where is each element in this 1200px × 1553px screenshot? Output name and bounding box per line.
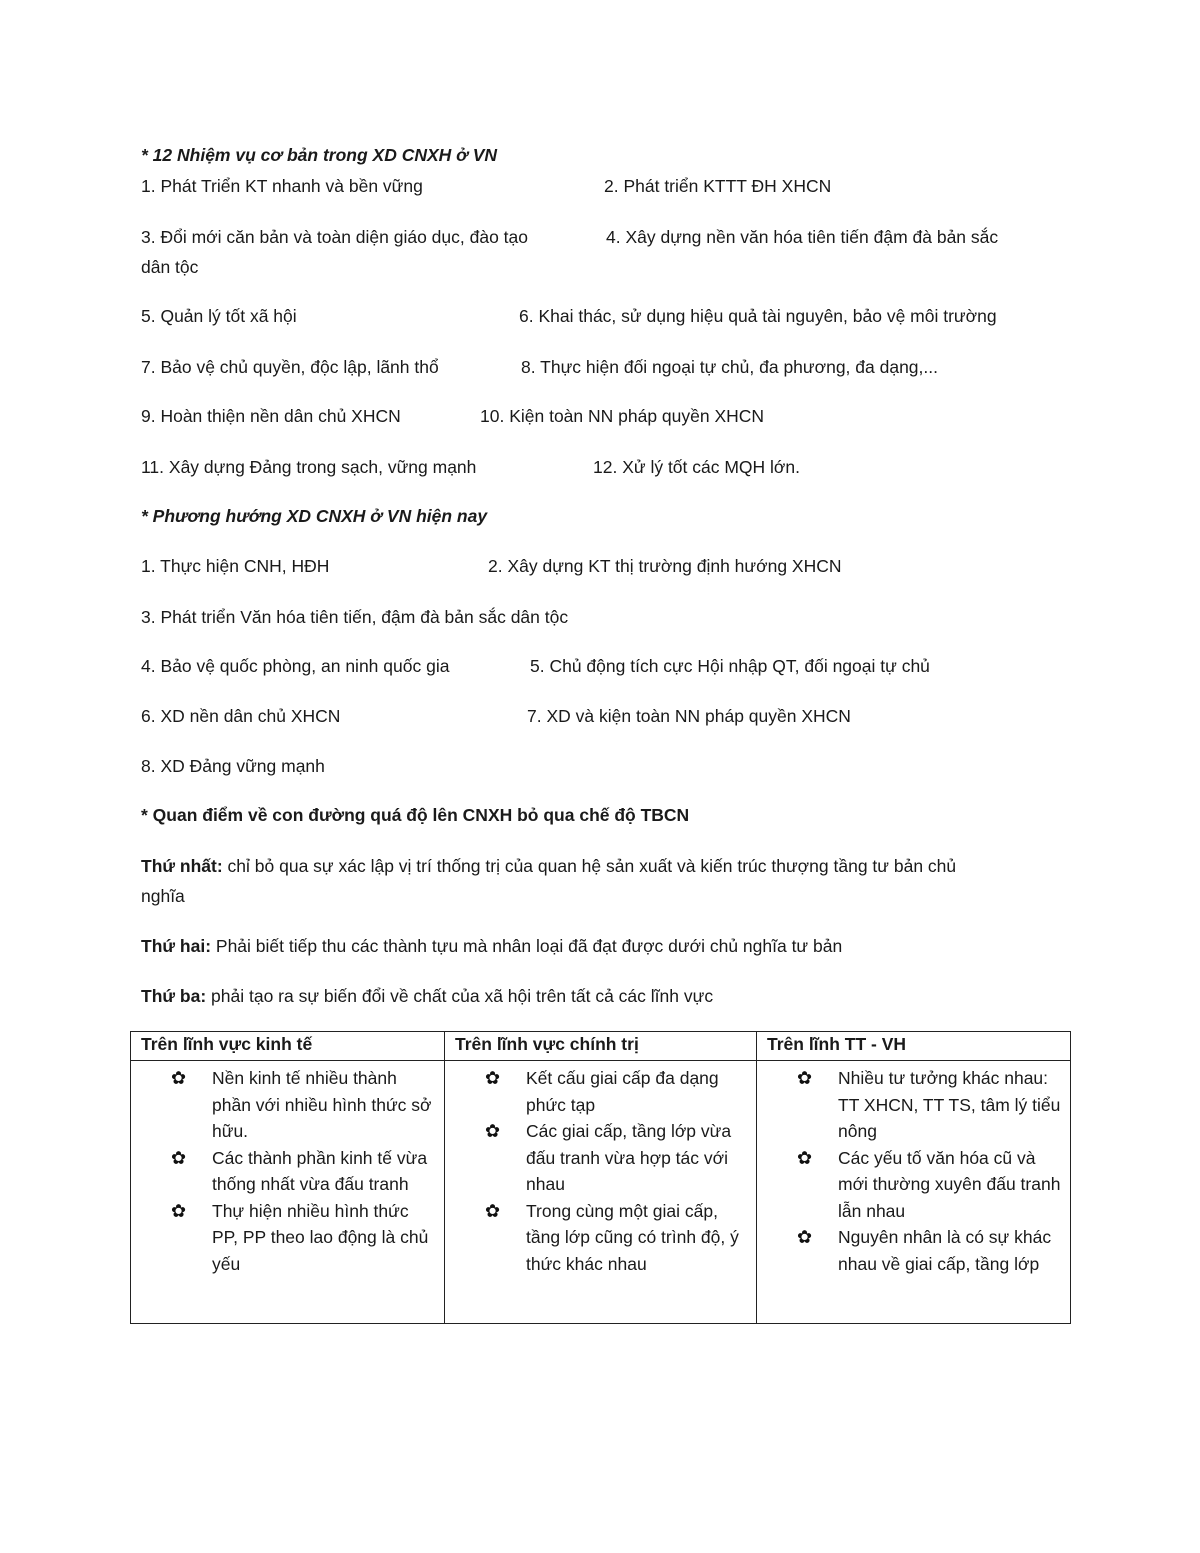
column-header-economy: Trên lĩnh vực kinh tế bbox=[131, 1032, 445, 1061]
direction-item: 3. Phát triển Văn hóa tiên tiến, đậm đà bản sắc dân tộc bbox=[141, 607, 569, 627]
flower-bullet-icon: ✿ bbox=[171, 1068, 187, 1088]
point-text: Phải biết tiếp thu các thành tựu mà nhân loại đã đạt được dưới chủ nghĩa tư bản bbox=[211, 936, 843, 956]
task-item: 6. Khai thác, sử dụng hiệu quả tài nguyên, bảo vệ môi trường bbox=[519, 306, 997, 326]
task-item: 10. Kiện toàn NN pháp quyền XHCN bbox=[480, 406, 765, 426]
column-header-culture: Trên lĩnh TT - VH bbox=[757, 1032, 1071, 1061]
viewpoint-point bbox=[141, 983, 713, 1009]
flower-bullet-icon: ✿ bbox=[485, 1200, 501, 1221]
point-label: Thứ ba: bbox=[141, 986, 207, 1006]
list-item: ✿ Các yếu tố văn hóa cũ và mới thường xuyên đấu tranh lẫn nhau bbox=[797, 1145, 1062, 1225]
task-item: 2. Phát triển KTTT ĐH XHCN bbox=[604, 176, 832, 196]
flower-bullet-icon: ✿ bbox=[485, 1068, 501, 1088]
list-item: ✿ Nền kinh tế nhiều thành phần với nhiều hình thức sở hữu. bbox=[171, 1065, 436, 1145]
section-heading-viewpoint: * Quan điểm về con đường quá độ lên CNXH bỏ qua chế độ TBCN bbox=[141, 805, 690, 825]
task-item: 9. Hoàn thiện nền dân chủ XHCN bbox=[141, 406, 401, 426]
point-text: phải tạo ra sự biến đổi về chất của xã hội trên tất cả các lĩnh vực bbox=[206, 986, 714, 1006]
direction-item: 7. XD và kiện toàn NN pháp quyền XHCN bbox=[527, 706, 851, 726]
task-item: 11. Xây dựng Đảng trong sạch, vững mạnh bbox=[141, 457, 477, 477]
task-item: 4. Xây dựng nền văn hóa tiên tiến đậm đà bản sắc bbox=[606, 227, 999, 247]
flower-bullet-icon: ✿ bbox=[797, 1147, 813, 1168]
viewpoint-point bbox=[141, 933, 842, 959]
bullet-list bbox=[797, 1065, 1062, 1277]
list-item: ✿ Kết cấu giai cấp đa dạng phức tạp bbox=[485, 1065, 748, 1118]
direction-item: 8. XD Đảng vững mạnh bbox=[141, 756, 325, 776]
point-text: chỉ bỏ qua sự xác lập vị trí thống trị của quan hệ sản xuất và kiến trúc thượng tầng tư bản chủ bbox=[222, 856, 957, 876]
flower-bullet-icon: ✿ bbox=[797, 1068, 813, 1088]
task-item: 8. Thực hiện đối ngoại tự chủ, đa phương, đa dạng,... bbox=[521, 357, 938, 377]
list-item: ✿ Các thành phần kinh tế vừa thống nhất vừa đấu tranh bbox=[171, 1145, 436, 1198]
table-cell-economy bbox=[131, 1061, 445, 1324]
column-header-politics: Trên lĩnh vực chính trị bbox=[445, 1032, 757, 1061]
table-row bbox=[131, 1061, 1071, 1324]
flower-bullet-icon: ✿ bbox=[797, 1227, 813, 1247]
table-cell-culture bbox=[757, 1061, 1071, 1324]
flower-bullet-icon: ✿ bbox=[171, 1200, 187, 1221]
point-label: Thứ nhất: bbox=[141, 856, 223, 876]
list-item: ✿ Nhiều tư tưởng khác nhau: TT XHCN, TT TS, tâm lý tiểu nông bbox=[797, 1065, 1062, 1145]
direction-item: 5. Chủ động tích cực Hội nhập QT, đối ngoại tự chủ bbox=[530, 656, 930, 676]
task-item: 5. Quản lý tốt xã hội bbox=[141, 306, 297, 326]
direction-item: 1. Thực hiện CNH, HĐH bbox=[141, 556, 330, 576]
bullet-list bbox=[171, 1065, 436, 1277]
comparison-table bbox=[130, 1031, 1071, 1324]
task-item: 12. Xử lý tốt các MQH lớn. bbox=[593, 457, 801, 477]
list-item: ✿ Thự hiện nhiều hình thức PP, PP theo lao động là chủ yếu bbox=[171, 1198, 436, 1278]
task-item-continuation: dân tộc bbox=[141, 257, 199, 277]
flower-bullet-icon: ✿ bbox=[171, 1147, 187, 1168]
flower-bullet-icon: ✿ bbox=[485, 1121, 501, 1141]
task-item: 7. Bảo vệ chủ quyền, độc lập, lãnh thổ bbox=[141, 357, 439, 377]
list-item: ✿ Các giai cấp, tầng lớp vừa đấu tranh vừa hợp tác với nhau bbox=[485, 1118, 748, 1198]
table-header-row bbox=[131, 1032, 1071, 1061]
bullet-list bbox=[485, 1065, 748, 1277]
direction-item: 2. Xây dựng KT thị trường định hướng XHCN bbox=[488, 556, 842, 576]
viewpoint-point bbox=[141, 853, 956, 879]
point-label: Thứ hai: bbox=[141, 936, 212, 956]
direction-item: 4. Bảo vệ quốc phòng, an ninh quốc gia bbox=[141, 656, 450, 676]
section-heading-directions: * Phương hướng XD CNXH ở VN hiện nay bbox=[141, 506, 488, 526]
viewpoint-point-continuation: nghĩa bbox=[141, 886, 185, 906]
task-item: 3. Đổi mới căn bản và toàn diện giáo dục, đào tạo bbox=[141, 227, 529, 247]
list-item: ✿ Nguyên nhân là có sự khác nhau về giai cấp, tầng lớp bbox=[797, 1224, 1062, 1277]
table-cell-politics bbox=[445, 1061, 757, 1324]
section-heading-tasks: * 12 Nhiệm vụ cơ bản trong XD CNXH ở VN bbox=[141, 145, 498, 165]
direction-item: 6. XD nền dân chủ XHCN bbox=[141, 706, 341, 726]
list-item: ✿ Trong cùng một giai cấp, tầng lớp cũng có trình độ, ý thức khác nhau bbox=[485, 1198, 748, 1278]
task-item: 1. Phát Triển KT nhanh và bền vững bbox=[141, 176, 423, 196]
